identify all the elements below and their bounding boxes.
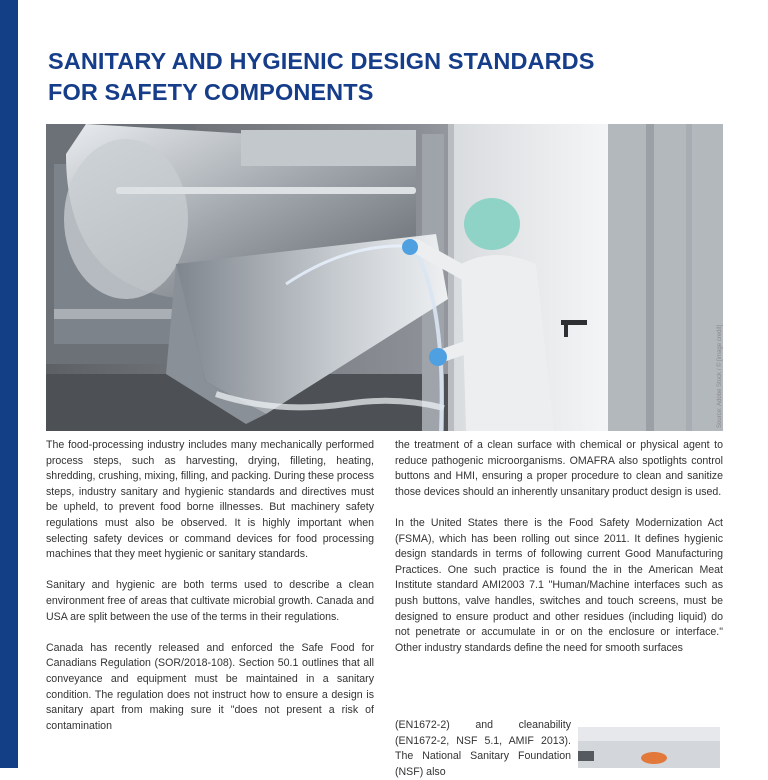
- accent-sidebar: [0, 0, 18, 768]
- page-title-line-1: SANITARY AND HYGIENIC DESIGN STANDARDS: [48, 48, 595, 74]
- photo-credit: Source: Adobe Stock / © [image credit]: [717, 324, 723, 428]
- right-column-continuation: (EN1672-2) and cleanability (EN1672-2, NSF 5.1, AMIF 2013). The National Sanitary Foundation (NSF) also: [395, 719, 571, 778]
- inset-photo: [578, 727, 720, 768]
- paragraph: Canada has recently released and enforced the Safe Food for Canadians Regulation (SOR/2018-108). Section 50.1 outlines that all conveyance and equipment must be maintained in a sanitary condition. The regulation does not instruct how to ensure a design is sanitary apart from making sure it "does not present a risk of contamination: [46, 641, 374, 732]
- inset-photo-illustration: [578, 727, 720, 768]
- page-title-line-2: FOR SAFETY COMPONENTS: [48, 79, 374, 105]
- hero-photo-illustration: [46, 124, 723, 431]
- paragraph: In the United States there is the Food Safety Modernization Act (FSMA), which has been rolling out since 2011. It defines hygienic design standards in terms of following current Good Manufacturing Practices. One such practice is found the in the American Meat Institute standard AMI2003 7.1 "Human/Machine interfaces such as push buttons, valve handles, switches and touch screens, must be designed to ensure product and other residues (including liquid) do not penetrate or accumulate in or on the enclosure or interface." Other industry standards define the need for smooth surfaces: [395, 516, 723, 654]
- paragraph: The food-processing industry includes many mechanically performed process steps, such as harvesting, drying, filleting, heating, shredding, crushing, mixing, filling, and packing. During these process steps, industry sanitary and hygienic standards and directives must be upheld, to prevent food borne illnesses. But machinery safety regulations must also be observed. It is highly important when selecting safety devices or command devices for food processing machines that they meet hygienic or sanitary standards.: [46, 439, 374, 561]
- page-title: [48, 46, 688, 108]
- paragraph: the treatment of a clean surface with chemical or physical agent to reduce pathogenic microorganisms. OMAFRA also spotlights control buttons and HMI, ensuring a proper procedure to clean and sanitize those devices should an inherently unsanitary product design is used.: [395, 439, 723, 498]
- left-text-column: [46, 438, 374, 750]
- right-text-column: [395, 438, 723, 656]
- paragraph: Sanitary and hygienic are both terms used to describe a clean environment free of areas that cultivate microbial growth. Canada and USA are split between the use of the terms in their regulations.: [46, 579, 374, 623]
- hero-photo: [46, 124, 723, 431]
